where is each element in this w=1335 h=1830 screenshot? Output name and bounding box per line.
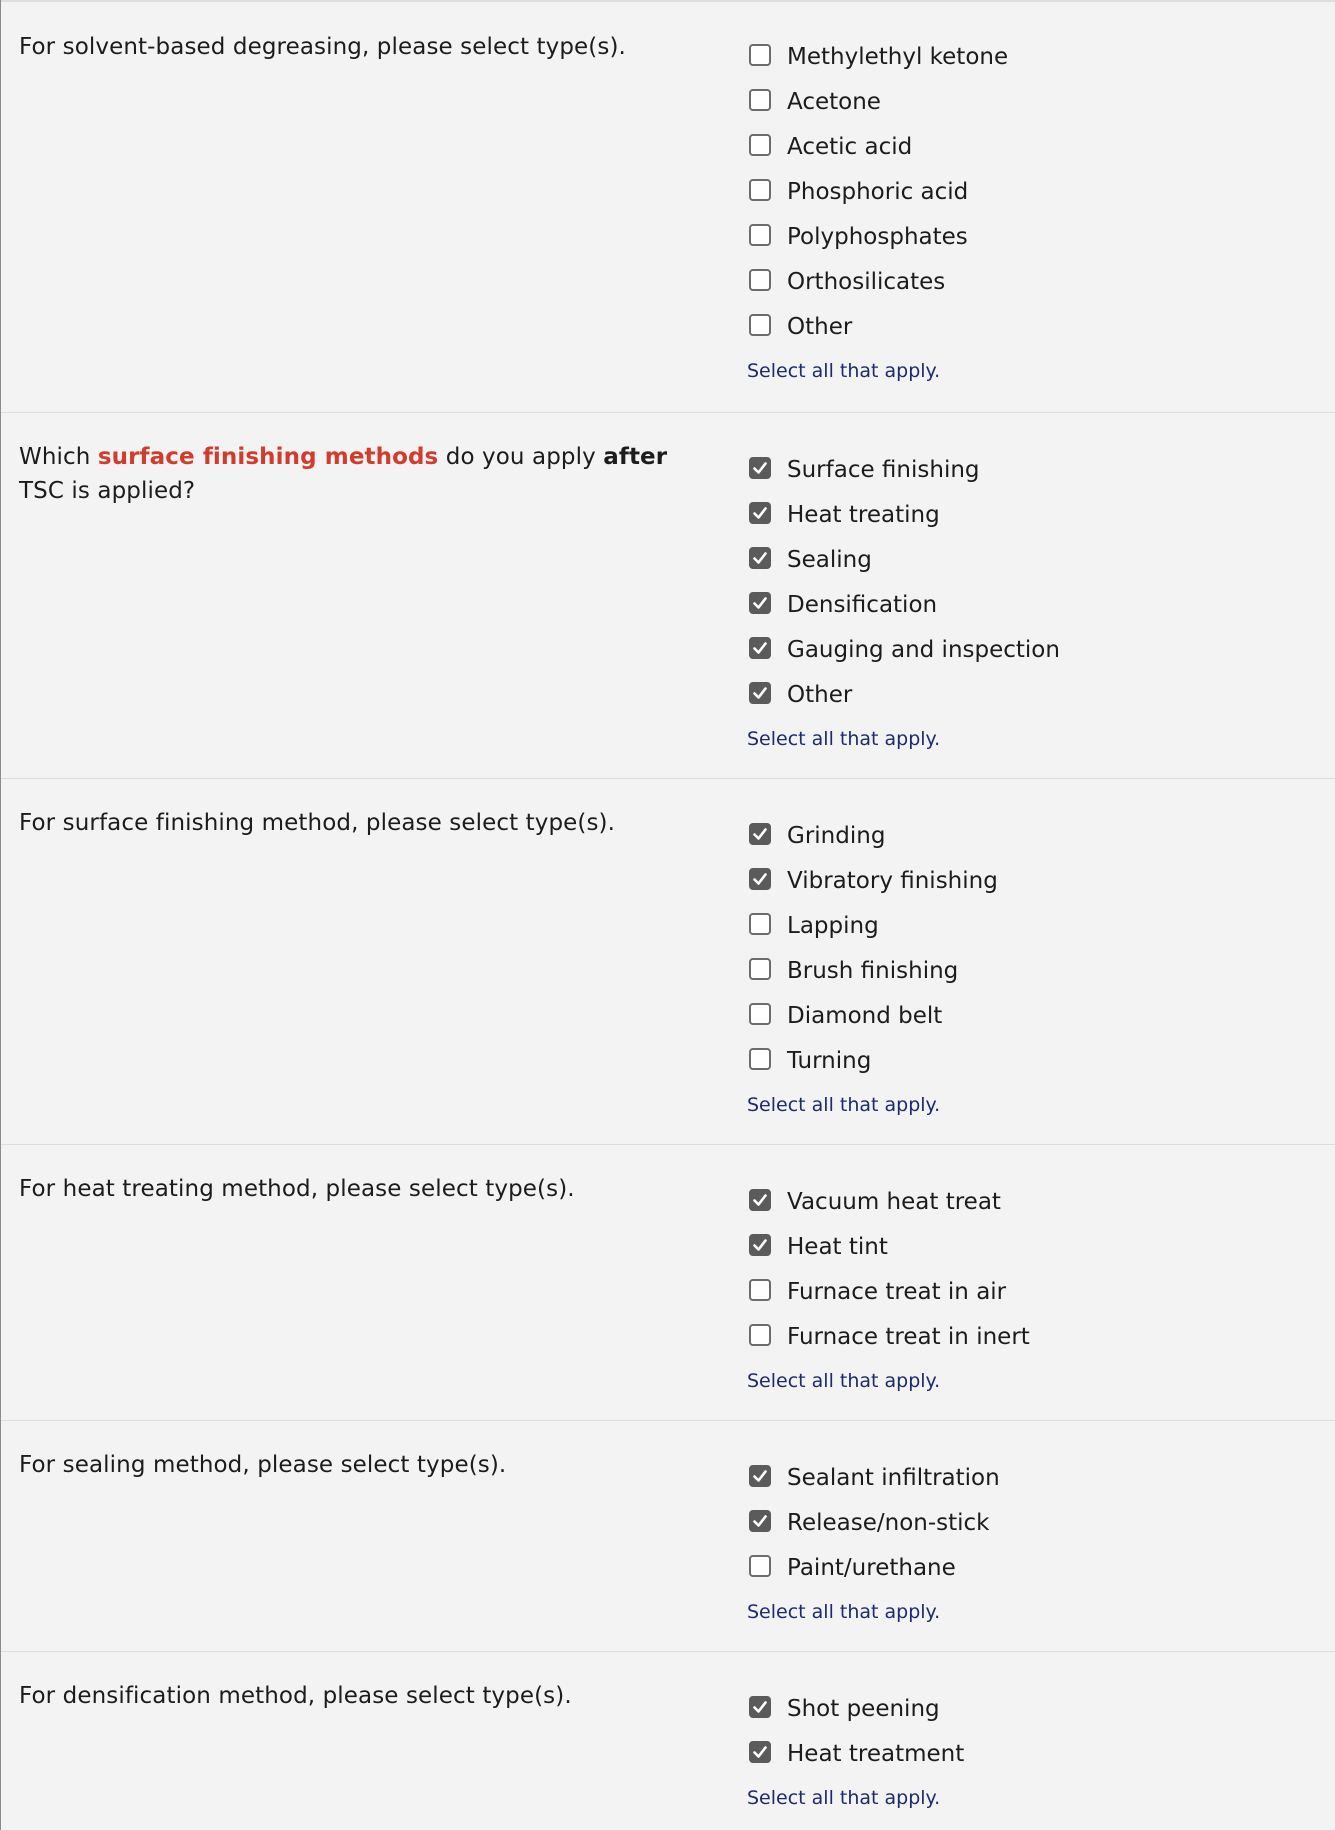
option-phosphoric-acid[interactable] (749, 167, 1008, 212)
option-label: Shot peening (787, 1695, 940, 1722)
question-heat-treating-types (1, 1145, 1335, 1421)
option-brush-finishing[interactable] (749, 946, 998, 991)
select-all-hint: Select all that apply. (747, 728, 941, 750)
checkbox[interactable] (749, 179, 771, 201)
question-text-part: TSC is applied? (19, 478, 196, 504)
select-all-hint: Select all that apply. (747, 1094, 941, 1116)
checkmark-icon (752, 685, 768, 701)
checkbox[interactable] (749, 637, 771, 659)
checkmark-icon (752, 640, 768, 656)
checkmark-icon (752, 550, 768, 566)
option-densification[interactable] (749, 580, 1060, 625)
checkbox[interactable] (749, 89, 771, 111)
checkbox[interactable] (749, 1696, 771, 1718)
checkbox[interactable] (749, 547, 771, 569)
option-other[interactable] (749, 302, 1008, 347)
question-highlight: surface finishing methods (97, 444, 439, 470)
checkbox[interactable] (749, 1324, 771, 1346)
question-text: For solvent-based degreasing, please select type(s). (19, 34, 626, 60)
option-label: Acetic acid (787, 133, 913, 160)
option-list (749, 1453, 1000, 1624)
option-label: Release/non-stick (787, 1509, 990, 1536)
checkbox[interactable] (749, 682, 771, 704)
option-label: Grinding (787, 822, 886, 849)
option-heat-treatment[interactable] (749, 1729, 964, 1774)
option-vibratory-finishing[interactable] (749, 856, 998, 901)
option-label: Heat treating (787, 501, 940, 528)
option-sealant-infiltration[interactable] (749, 1453, 1000, 1498)
question-sealing-types (1, 1421, 1335, 1652)
option-label: Furnace treat in inert (787, 1323, 1030, 1350)
option-label: Heat tint (787, 1233, 888, 1260)
option-turning[interactable] (749, 1036, 998, 1081)
option-label: Surface finishing (787, 456, 980, 483)
question-surface-finishing-types (1, 779, 1335, 1145)
option-orthosilicates[interactable] (749, 257, 1008, 302)
option-vacuum-heat-treat[interactable] (749, 1177, 1030, 1222)
option-list (749, 811, 998, 1117)
checkbox[interactable] (749, 1234, 771, 1256)
checkbox[interactable] (749, 44, 771, 66)
question-text: For densification method, please select type(s). (19, 1683, 572, 1709)
option-furnace-treat-in-inert[interactable] (749, 1312, 1030, 1357)
question-text-part: Which (19, 444, 98, 470)
checkbox[interactable] (749, 868, 771, 890)
checkbox[interactable] (749, 269, 771, 291)
checkmark-icon (752, 871, 768, 887)
option-label: Furnace treat in air (787, 1278, 1007, 1305)
option-label: Other (787, 681, 853, 708)
option-label: Sealant infiltration (787, 1464, 1000, 1491)
checkbox[interactable] (749, 134, 771, 156)
checkbox[interactable] (749, 913, 771, 935)
option-label: Paint/urethane (787, 1554, 956, 1581)
checkmark-icon (752, 1513, 768, 1529)
option-label: Diamond belt (787, 1002, 943, 1029)
option-grinding[interactable] (749, 811, 998, 856)
option-surface-finishing[interactable] (749, 445, 1060, 490)
checkmark-icon (752, 505, 768, 521)
checkbox[interactable] (749, 457, 771, 479)
question-text: For sealing method, please select type(s). (19, 1452, 507, 1478)
option-label: Vibratory finishing (787, 867, 998, 894)
checkbox[interactable] (749, 224, 771, 246)
option-gauging-and-inspection[interactable] (749, 625, 1060, 670)
checkmark-icon (752, 1237, 768, 1253)
option-label: Gauging and inspection (787, 636, 1060, 663)
checkmark-icon (752, 1192, 768, 1208)
checkmark-icon (752, 595, 768, 611)
option-shot-peening[interactable] (749, 1684, 964, 1729)
checkbox[interactable] (749, 958, 771, 980)
option-label: Vacuum heat treat (787, 1188, 1001, 1215)
select-all-hint: Select all that apply. (747, 1370, 941, 1392)
checkbox[interactable] (749, 1510, 771, 1532)
checkbox[interactable] (749, 502, 771, 524)
option-label: Polyphosphates (787, 223, 968, 250)
option-heat-tint[interactable] (749, 1222, 1030, 1267)
option-label: Phosphoric acid (787, 178, 969, 205)
question-solvent-degreasing (1, 2, 1335, 413)
option-label: Densification (787, 591, 938, 618)
question-emphasis: after (603, 444, 668, 470)
checkbox[interactable] (749, 1555, 771, 1577)
option-label: Acetone (787, 88, 881, 115)
checkmark-icon (752, 1468, 768, 1484)
option-lapping[interactable] (749, 901, 998, 946)
checkbox[interactable] (749, 1465, 771, 1487)
question-text: For surface finishing method, please select type(s). (19, 810, 616, 836)
question-surface-finishing-methods (1, 413, 1335, 779)
checkmark-icon (752, 1699, 768, 1715)
checkbox[interactable] (749, 1189, 771, 1211)
option-other[interactable] (749, 670, 1060, 715)
question-text (19, 440, 699, 508)
option-methylethyl-ketone[interactable] (749, 32, 1008, 77)
question-densification-types (1, 1652, 1335, 1830)
checkbox[interactable] (749, 314, 771, 336)
checkbox[interactable] (749, 1048, 771, 1070)
option-list (749, 1684, 964, 1810)
checkmark-icon (752, 1744, 768, 1760)
option-label: Brush finishing (787, 957, 959, 984)
checkbox[interactable] (749, 592, 771, 614)
option-label: Turning (787, 1047, 872, 1074)
option-furnace-treat-in-air[interactable] (749, 1267, 1030, 1312)
select-all-hint: Select all that apply. (747, 1601, 941, 1623)
checkbox[interactable] (749, 823, 771, 845)
question-text-part: do you apply (438, 444, 604, 470)
checkbox[interactable] (749, 1003, 771, 1025)
option-label: Heat treatment (787, 1740, 965, 1767)
select-all-hint: Select all that apply. (747, 1787, 941, 1809)
option-paint-urethane[interactable] (749, 1543, 1000, 1588)
option-list (749, 445, 1060, 751)
question-text: For heat treating method, please select type(s). (19, 1176, 575, 1202)
checkbox[interactable] (749, 1279, 771, 1301)
option-label: Other (787, 313, 853, 340)
checkmark-icon (752, 460, 768, 476)
option-label: Methylethyl ketone (787, 43, 1009, 70)
option-sealing[interactable] (749, 535, 1060, 580)
option-diamond-belt[interactable] (749, 991, 998, 1036)
option-label: Orthosilicates (787, 268, 946, 295)
select-all-hint: Select all that apply. (747, 360, 941, 382)
option-list (749, 1177, 1030, 1393)
option-polyphosphates[interactable] (749, 212, 1008, 257)
option-heat-treating[interactable] (749, 490, 1060, 535)
option-acetic-acid[interactable] (749, 122, 1008, 167)
option-list (749, 32, 1008, 383)
option-acetone[interactable] (749, 77, 1008, 122)
option-label: Sealing (787, 546, 872, 573)
option-label: Lapping (787, 912, 879, 939)
option-release-non-stick[interactable] (749, 1498, 1000, 1543)
checkbox[interactable] (749, 1741, 771, 1763)
checkmark-icon (752, 826, 768, 842)
